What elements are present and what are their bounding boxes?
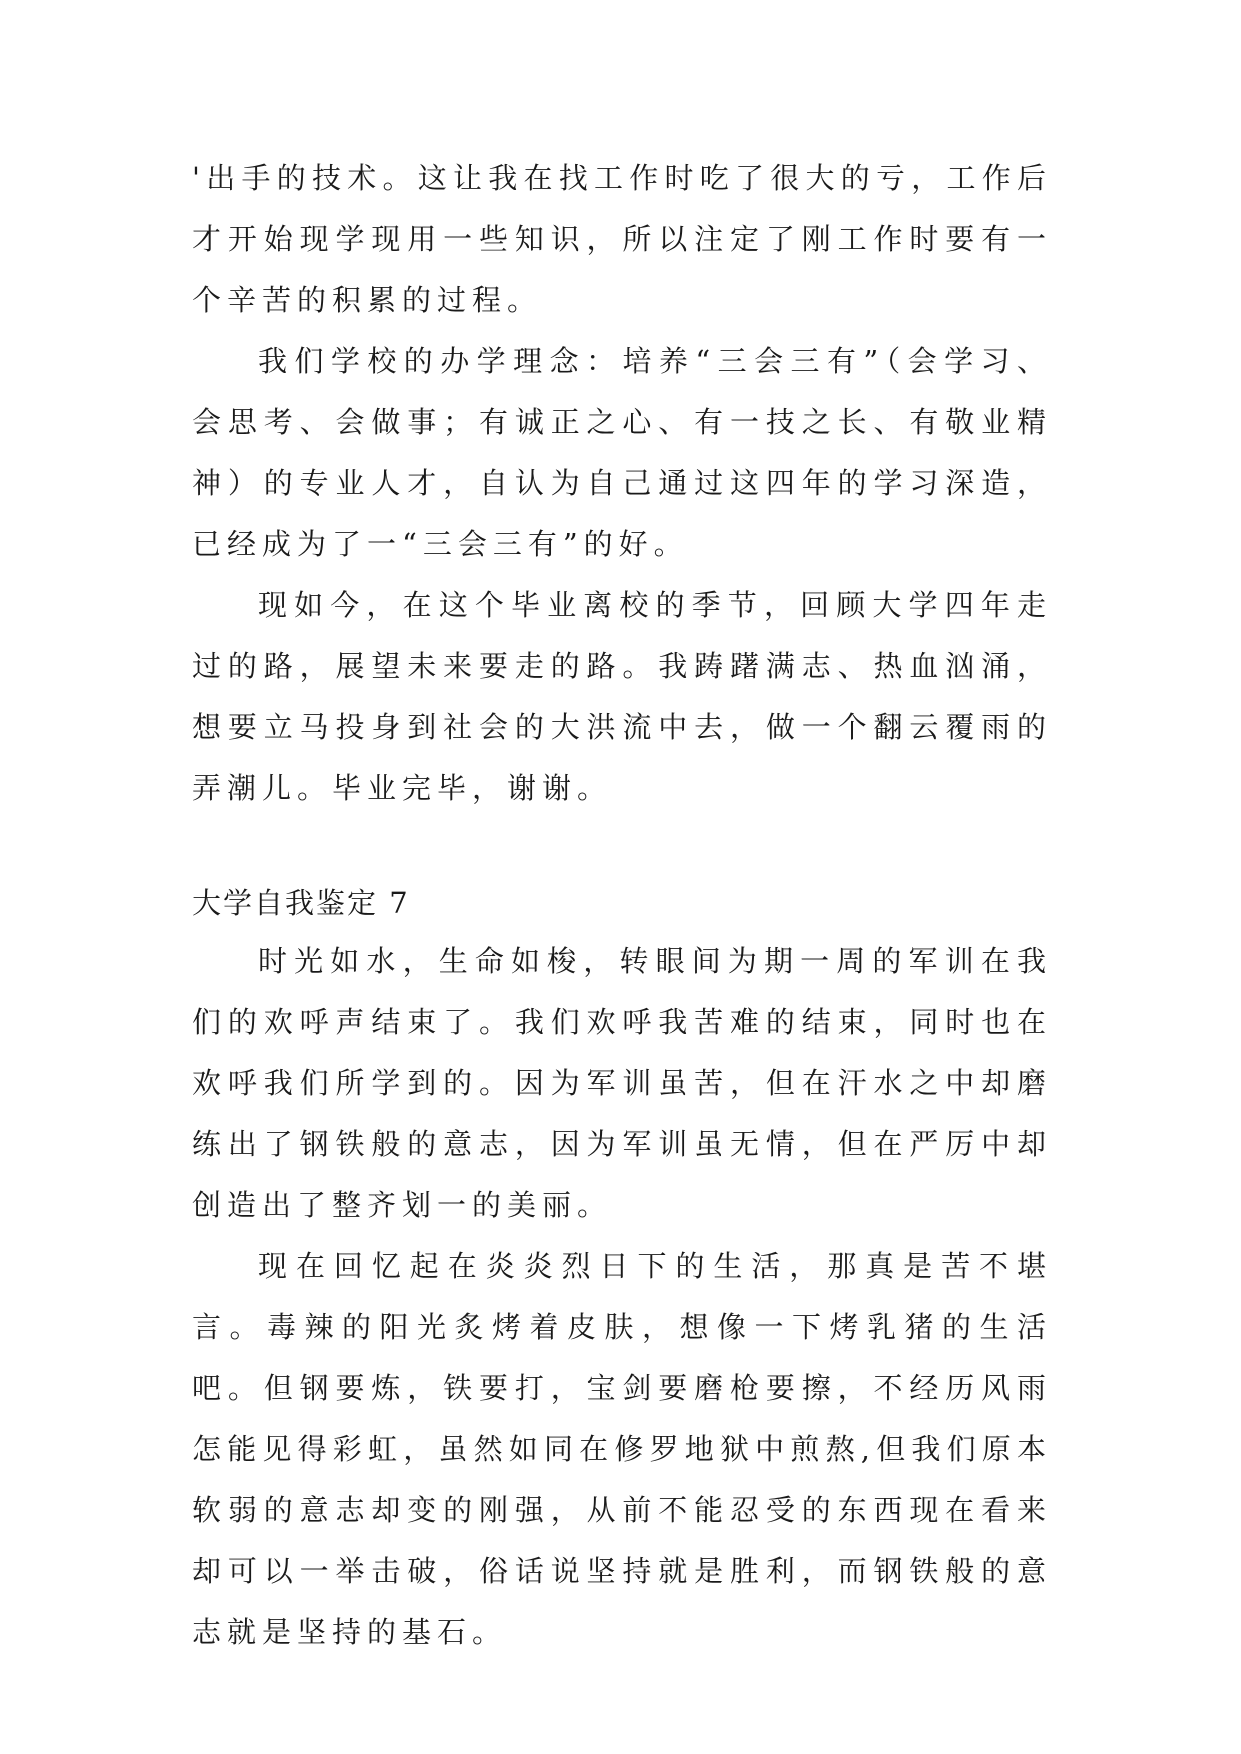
section-heading: 大学自我鉴定 7	[192, 886, 410, 920]
paragraph-continuation: '出手的技术。这让我在找工作时吃了很大的亏，工作后才开始现学现用一些知识，所以注定了刚工作时要有一个辛苦的积累的过程。	[192, 161, 1052, 317]
paragraph-recollection: 现在回忆起在炎炎烈日下的生活，那真是苦不堪言。毒辣的阳光炙烤着皮肤，想像一下烤乳猪的生活吧。但钢要炼，铁要打，宝剑要磨枪要擦，不经历风雨怎能见得彩虹，虽然如同在修罗地狱中煎熬,但我们原本软弱的意志却变的刚强，从前不能忍受的东西现在看来却可以一举击破，俗话说坚持就是胜利，而钢铁般的意志就是坚持的基石。	[192, 1249, 1052, 1649]
document-page	[192, 148, 1052, 1663]
paragraph-school-philosophy: 我们学校的办学理念：培养“三会三有”（会学习、会思考、会做事；有诚正之心、有一技之长、有敬业精神）的专业人才，自认为自己通过这四年的学习深造，已经成为了一“三会三有”的好。	[192, 344, 1052, 561]
paragraph-military-training: 时光如水，生命如梭，转眼间为期一周的军训在我们的欢呼声结束了。我们欢呼我苦难的结束，同时也在欢呼我们所学到的。因为军训虽苦，但在汗水之中却磨练出了钢铁般的意志，因为军训虽无情，但在严厉中却创造出了整齐划一的美丽。	[192, 944, 1052, 1222]
paragraph-graduation: 现如今，在这个毕业离校的季节，回顾大学四年走过的路，展望未来要走的路。我踌躇满志、热血汹涌，想要立马投身到社会的大洪流中去，做一个翻云覆雨的弄潮儿。毕业完毕，谢谢。	[192, 588, 1052, 805]
